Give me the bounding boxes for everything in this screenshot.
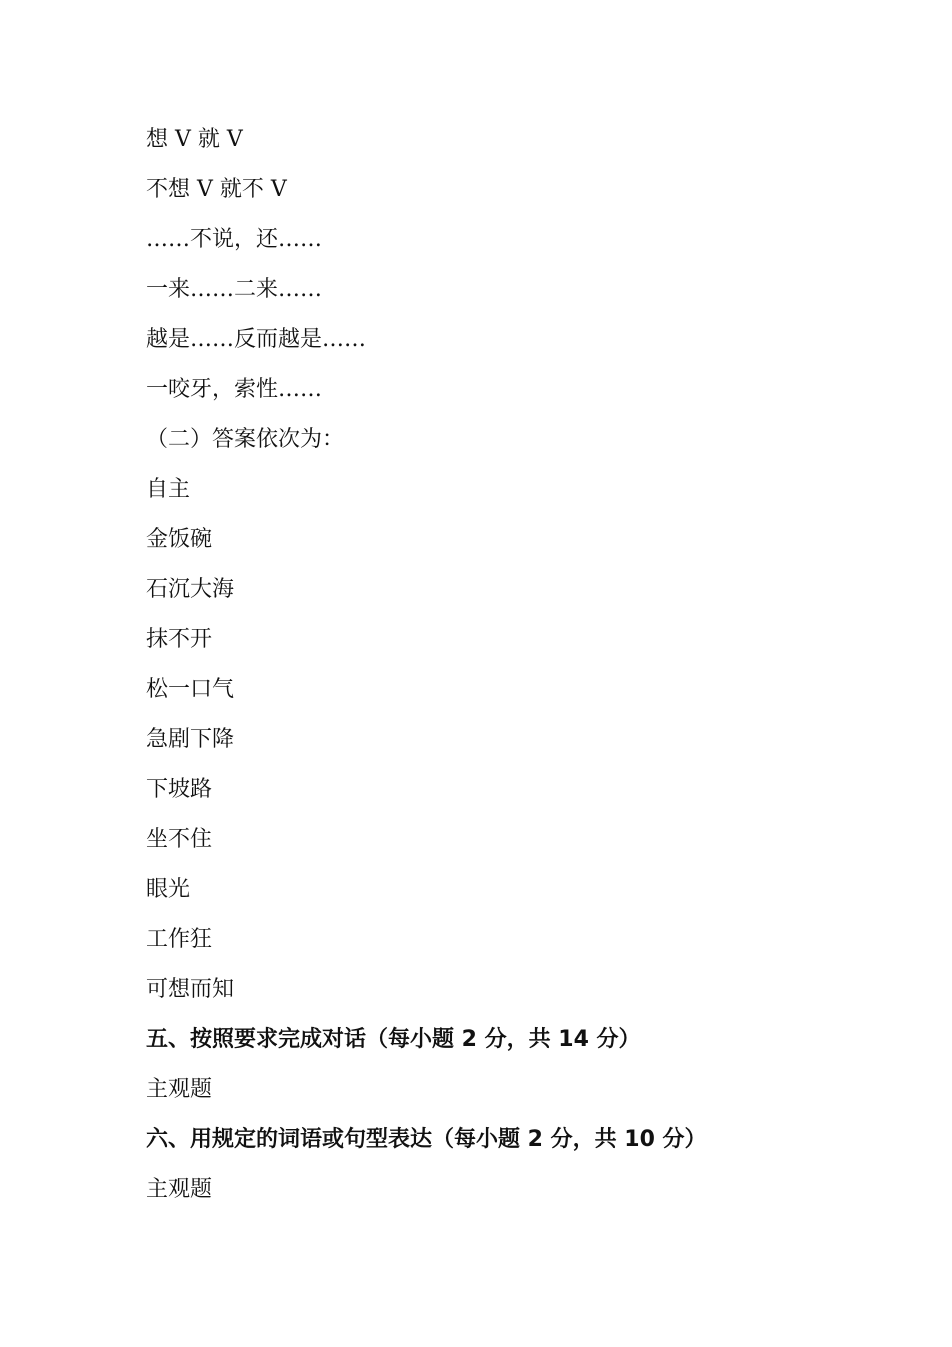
section-6-heading: 六、用规定的词语或句型表达（每小题 2 分，共 10 分） [146,1127,707,1152]
section-5-heading: 五、按照要求完成对话（每小题 2 分，共 14 分） [146,1027,641,1052]
answer-line: 金饭碗 [146,527,213,552]
answer-line: 急剧下降 [146,727,235,752]
answer-line: 自主 [146,477,191,502]
answer-line: 下坡路 [146,777,213,802]
part2-title: （二）答案依次为： [146,427,345,452]
pattern-line: 想 V 就 V [146,127,243,152]
pattern-line: 不想 V 就不 V [146,177,287,202]
answer-line: 工作狂 [146,927,213,952]
answer-line: 眼光 [146,877,191,902]
pattern-line: ……不说，还…… [146,227,323,252]
pattern-line: 一咬牙，索性…… [146,377,323,402]
answer-line: 石沉大海 [146,577,235,602]
answer-line: 抹不开 [146,627,213,652]
pattern-line: 一来……二来…… [146,277,323,302]
section-5-answer: 主观题 [146,1077,213,1102]
answer-line: 坐不住 [146,827,213,852]
pattern-line: 越是……反而越是…… [146,327,367,352]
answer-line: 松一口气 [146,677,235,702]
section-6-answer: 主观题 [146,1177,213,1202]
answer-line: 可想而知 [146,977,235,1002]
